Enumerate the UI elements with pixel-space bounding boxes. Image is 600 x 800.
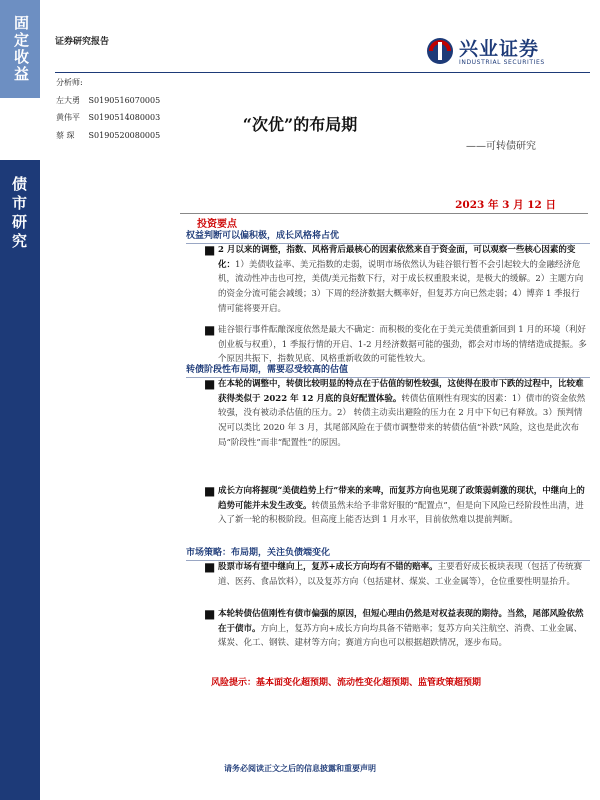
section-heading-text: 市场策略：布局期，关注负债端变化 [186,548,331,558]
report-subtitle: ——可转债研究 [466,141,536,152]
logo-text-cn: 兴业证券 [459,38,540,60]
date-divider [180,213,588,214]
analyst-name: 左大勇 [56,95,80,105]
analyst-id: S0190514080003 [88,113,161,122]
analyst-row [56,92,160,110]
bullet-icon: ■ [204,607,216,621]
paragraph-lead: 本轮转债估值刚性有债市偏强的原因，但短心理由仍然是对权益表现的期待。当然，尾部风险依然在于债市。 [218,609,584,634]
sidebar-subcategory-label: 债市研究 [10,176,28,252]
paragraph-lead: 2 月以来的调整，指数、风格背后最核心的因素依然来自于资金面，可以观察一些核心因素的变化： [218,245,576,270]
paragraph-body: 1）美债收益率、美元指数的走弱，说明市场依然认为硅谷银行暂不会引起较大的金融经济危机，流动性冲击也可控，美债/美元指数下行，对于成长权重股来说，是极大的缓解。2）主题方向的资金分流可能会减缓；3）下周的经济数据大概率好，但复苏方向已然走弱；4）博弈 1 季报行情可能将要开启。 [218,259,584,314]
section-heading [186,362,590,375]
bullet-icon: ■ [204,323,216,337]
key-points-title: 投资要点 [197,219,237,230]
key-point-paragraph [218,377,588,481]
key-point-paragraph [218,607,588,666]
paragraph-body: 转债估值刚性有现实的因素：1）债市的资金依然较强，没有被动杀估值的压力。2） 转债主动卖出避险的压力在 2 月中下旬已有释放。3）预判情况可以类比 2020 年 3 月，其尾部风险在于债市调整带来的转债估值“补跌”风险，这也是此次布局“阶段性”而非“配置性”的原因。 [218,393,586,448]
bullet-icon: ■ [204,560,216,574]
paragraph-body: 硅谷银行事件酝酿深度依然是最大不确定：而积极的变化在于美元美债重新回到 1 月的环境（利好创业板与权重），1 季报行情的开启、1-2 月经济数据可能的强劲，都会对市场的情绪造成提振。多个原因共振下，指数见底、风格重新收敛的可能性较大。 [218,325,587,365]
sidebar-category-label: 固定收益 [12,15,30,83]
report-title: “次优”的布局期 [242,115,358,134]
section-heading-text: 权益判断可以偏积极，成长风格将占优 [186,231,340,241]
sidebar-subcategory-band [0,160,40,800]
key-point-paragraph [218,243,588,317]
section-heading [186,228,590,241]
header-divider [55,72,590,73]
paragraph-body: 主要看好成长板块表现（包括了传统赛道、医药、食品饮料），以及复苏方向（包括建材、煤炭、工业金属等），仓位重要性明显抬升。 [218,562,583,587]
analyst-label: 分析师: [56,78,83,87]
analyst-id: S0190516070005 [88,95,161,105]
analyst-id: S0190520080005 [88,130,161,140]
paragraph-lead: 在本轮的调整中，转债比较明显的特点在于估值的韧性较强，这使得在股市下跌的过程中，比较难获得类似于 2022 年 12 月底的良好配置体验。 [218,379,584,404]
bullet-icon: ■ [204,377,216,391]
footer-disclaimer[interactable]: 请务必阅读正文之后的信息披露和重要声明 [224,763,376,773]
sidebar-category-band [0,0,40,98]
key-point-paragraph [218,323,588,367]
section-heading [186,545,590,558]
company-logo [425,30,585,72]
paragraph-body: 转债虽然未给予非常好服的“配置点”，但是向下风险已经阶段性出清，进入了新一轮的积极阶段。但高度上能否达到 1 月水平，目前依然难以提前判断。 [218,500,584,526]
risk-warning: 风险提示：基本面变化超预期、流动性变化超预期、监管政策超预期 [211,678,482,688]
paragraph-body: 方向上，复苏方向+成长方向均具备不错赔率；复苏方向关注航空、消费、工业金属、煤炭、化工、钢铁、建材等方向；赛道方向也可以根据超跌情况，逐步布局。 [218,623,583,649]
section-heading-text: 转债阶段性布局期，需要忍受较高的估值 [186,365,349,375]
report-type-label: 证券研究报告 [55,37,110,47]
bullet-icon: ■ [204,484,216,498]
bullet-icon: ■ [204,243,216,257]
key-point-paragraph [218,484,588,543]
paragraph-lead: 股票市场有望中继向上，复苏+成长方向均有不错的赔率。 [218,562,438,572]
paragraph-lead: 成长方向将握现“美债趋势上行”带来的来啤，而复苏方向也见现了政策弱刺激的现状，中继向上的趋势可能并未发生改变。 [218,486,585,511]
report-date: 2023 年 3 月 12 日 [455,199,556,211]
analyst-name: 蔡 琛 [56,130,75,140]
key-point-paragraph [218,560,588,604]
analyst-name: 黄伟平 [56,113,80,122]
logo-emblem-icon [425,36,455,66]
logo-text-en: INDUSTRIAL SECURITIES [459,59,545,66]
